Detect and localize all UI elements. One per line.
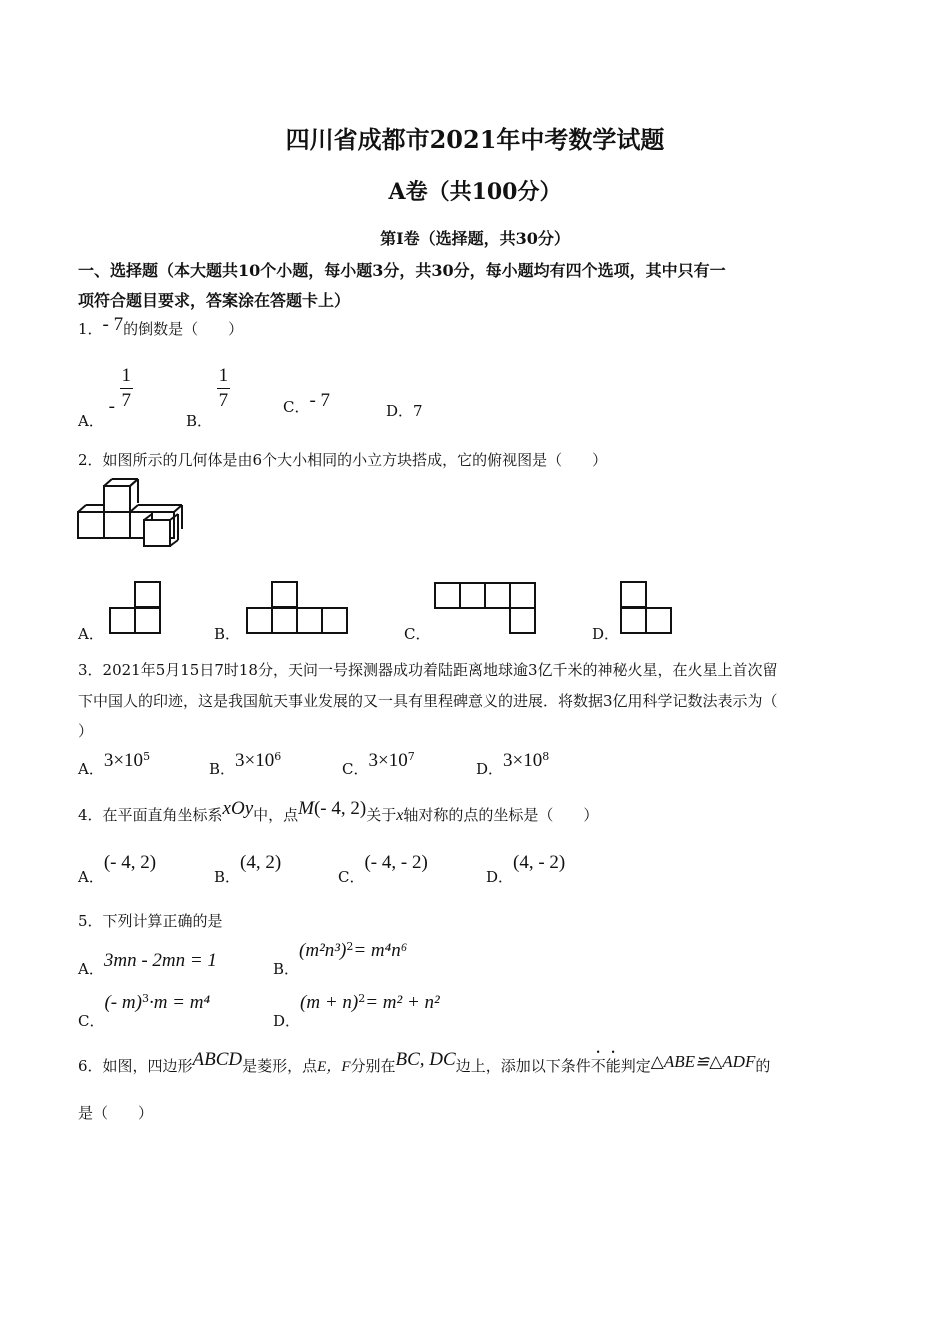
q3-c-exp: 7: [407, 750, 415, 763]
q5-stem: 5．下列计算正确的是: [78, 912, 223, 930]
q5-b-exp: 2: [346, 940, 354, 953]
q3-a-base: 3×10: [103, 750, 144, 771]
q5-b-label: B．: [273, 960, 300, 978]
section1-line1: 一、选择题（本大题共10个小题，每小题3分，共30分，每小题均有四个选项，其中只有一: [78, 261, 726, 280]
q6-points: E，F: [317, 1059, 351, 1075]
q4-b-value: (4, 2): [240, 852, 282, 873]
q1-option-a: [78, 365, 133, 431]
q3-line3: ）: [78, 722, 94, 740]
subtitle: A卷（共100分）: [388, 179, 562, 205]
q1-b-numerator: 1: [218, 365, 229, 386]
q6-part1: 6．如图，四边形: [78, 1057, 193, 1075]
q1-num: 1．: [78, 320, 103, 338]
q3-d-base: 3×10: [503, 750, 543, 771]
q3-option-d: [476, 750, 550, 778]
q3-option-b: [209, 750, 282, 778]
q2-option-b-figure: [246, 582, 351, 637]
q4-axis: x: [396, 807, 404, 824]
q5-c-label: C．: [78, 1012, 105, 1030]
q2-option-d-label: D．: [592, 625, 620, 643]
q3-a-exp: 5: [143, 750, 151, 763]
q5-a-value: 3mn - 2mn = 1: [103, 950, 217, 971]
q4-d-label: D．: [486, 868, 514, 886]
q3-d-exp: 8: [542, 750, 550, 763]
q2-option-c-figure: [434, 582, 539, 637]
q1-stem: [78, 314, 244, 340]
q4-part2: 中，点: [253, 806, 299, 824]
q4-option-d: [486, 852, 566, 886]
q6-sides: BC, DC: [395, 1049, 456, 1070]
q6-congruence: △ABE≌△ADF: [650, 1052, 756, 1071]
q3-option-a: [78, 750, 151, 778]
q4-coords: (- 4, 2): [313, 798, 367, 819]
q4-d-value: (4, - 2): [513, 852, 566, 873]
q4-part4: 轴对称的点的坐标是（ ）: [403, 806, 599, 824]
q2-option-a-figure: [109, 582, 164, 637]
q3-c-label: C．: [342, 760, 369, 778]
q4-part1: 4．在平面直角坐标系: [78, 806, 223, 824]
q1-text: 的倒数是（ ）: [123, 320, 244, 338]
q5-a-label: A．: [78, 960, 104, 978]
q6-part4: 边上，添加以下条件: [455, 1057, 591, 1075]
q4-system: xOy: [222, 798, 254, 819]
q5-d-rhs: = m² + n²: [365, 992, 440, 1013]
q5-c-exp: 3: [141, 992, 149, 1005]
q1-a-sign: -: [108, 396, 115, 418]
fraction-bar: [120, 388, 133, 389]
q4-c-label: C．: [338, 868, 365, 886]
part1-title: 第Ⅰ卷（选择题，共30分）: [380, 229, 570, 248]
q4-option-b: [214, 852, 282, 886]
q6-quad: ABCD: [192, 1049, 243, 1070]
q1-d-label: D．: [386, 402, 414, 420]
q5-option-b: [273, 940, 408, 978]
q4-option-a: [78, 852, 157, 886]
q6-part6: 的: [755, 1057, 771, 1075]
q5-c-rhs: ·m = m⁴: [148, 992, 211, 1013]
q5-option-d: [273, 992, 440, 1030]
q1-option-d: [386, 400, 423, 421]
q6-stem: [78, 1048, 770, 1077]
q4-a-value: (- 4, 2): [103, 852, 157, 873]
q5-b-lhs: (m²n³): [299, 940, 347, 961]
q2-stem: 2．如图所示的几何体是由6个大小相同的小立方块搭成，它的俯视图是（ ）: [78, 451, 608, 469]
q1-a-numerator: 1: [121, 365, 131, 386]
q3-line2: 下中国人的印迹，这是我国航天事业发展的又一具有里程碑意义的进展．将数据3亿用科学记数法表示为（: [78, 692, 778, 710]
q5-d-exp: 2: [358, 992, 366, 1005]
q1-b-denominator: 7: [218, 389, 229, 411]
q1-a-fraction: [120, 366, 133, 411]
q4-part3: 关于: [366, 806, 397, 824]
q4-c-value: (- 4, - 2): [364, 852, 428, 873]
page-title: 四川省成都市2021年中考数学试题: [285, 125, 665, 154]
q5-c-lhs: (- m): [104, 992, 142, 1013]
fraction-bar: [217, 388, 230, 389]
q1-a-label: A．: [78, 412, 104, 431]
q1-expr: - 7: [102, 314, 124, 335]
q2-option-c-label: C．: [404, 625, 431, 643]
q3-c-base: 3×10: [368, 750, 408, 771]
q5-d-label: D．: [273, 1012, 301, 1030]
q6-line2: 是（ ）: [78, 1104, 154, 1122]
q1-a-denominator: 7: [121, 389, 131, 411]
q1-d-value: 7: [413, 402, 423, 420]
q3-line1: 3．2021年5月15日7时18分，天问一号探测器成功着陆距离地球逾3亿千米的神秘火星，在火星上首次留: [78, 661, 778, 679]
q3-b-base: 3×10: [235, 750, 275, 771]
q1-option-c: [283, 390, 331, 418]
q6-part2: 是菱形，点: [242, 1057, 318, 1075]
q4-b-label: B．: [214, 868, 241, 886]
q1-option-b: [186, 365, 230, 431]
q5-option-a: [78, 950, 217, 978]
q5-b-rhs: = m⁴n⁶: [353, 940, 408, 961]
q3-b-label: B．: [209, 760, 236, 778]
q1-c-label: C．: [283, 398, 310, 416]
section1-line2: 项符合题目要求，答案涂在答题卡上）: [78, 291, 351, 310]
q2-option-d-figure: [620, 582, 675, 637]
q3-a-label: A．: [78, 760, 104, 778]
q4-stem: [78, 798, 599, 826]
q3-b-exp: 6: [274, 750, 282, 763]
q1-b-fraction: [217, 366, 230, 411]
q2-option-b-label: B．: [214, 625, 241, 643]
q1-c-value: - 7: [309, 390, 331, 411]
q3-d-label: D．: [476, 760, 504, 778]
q4-a-label: A．: [78, 868, 104, 886]
q2-solid-figure: [78, 478, 198, 553]
q6-part3: 分别在: [350, 1057, 396, 1075]
q2-option-a-label: A．: [78, 625, 104, 643]
q1-b-label: B．: [186, 412, 213, 431]
q4-option-c: [338, 852, 428, 886]
q5-d-lhs: (m + n): [300, 992, 359, 1013]
q5-option-c: [78, 992, 211, 1030]
q3-option-c: [342, 750, 415, 778]
q6-emphasis: 不能: [590, 1057, 621, 1075]
q4-point: M: [298, 798, 314, 819]
q6-part5: 判定: [620, 1057, 651, 1075]
